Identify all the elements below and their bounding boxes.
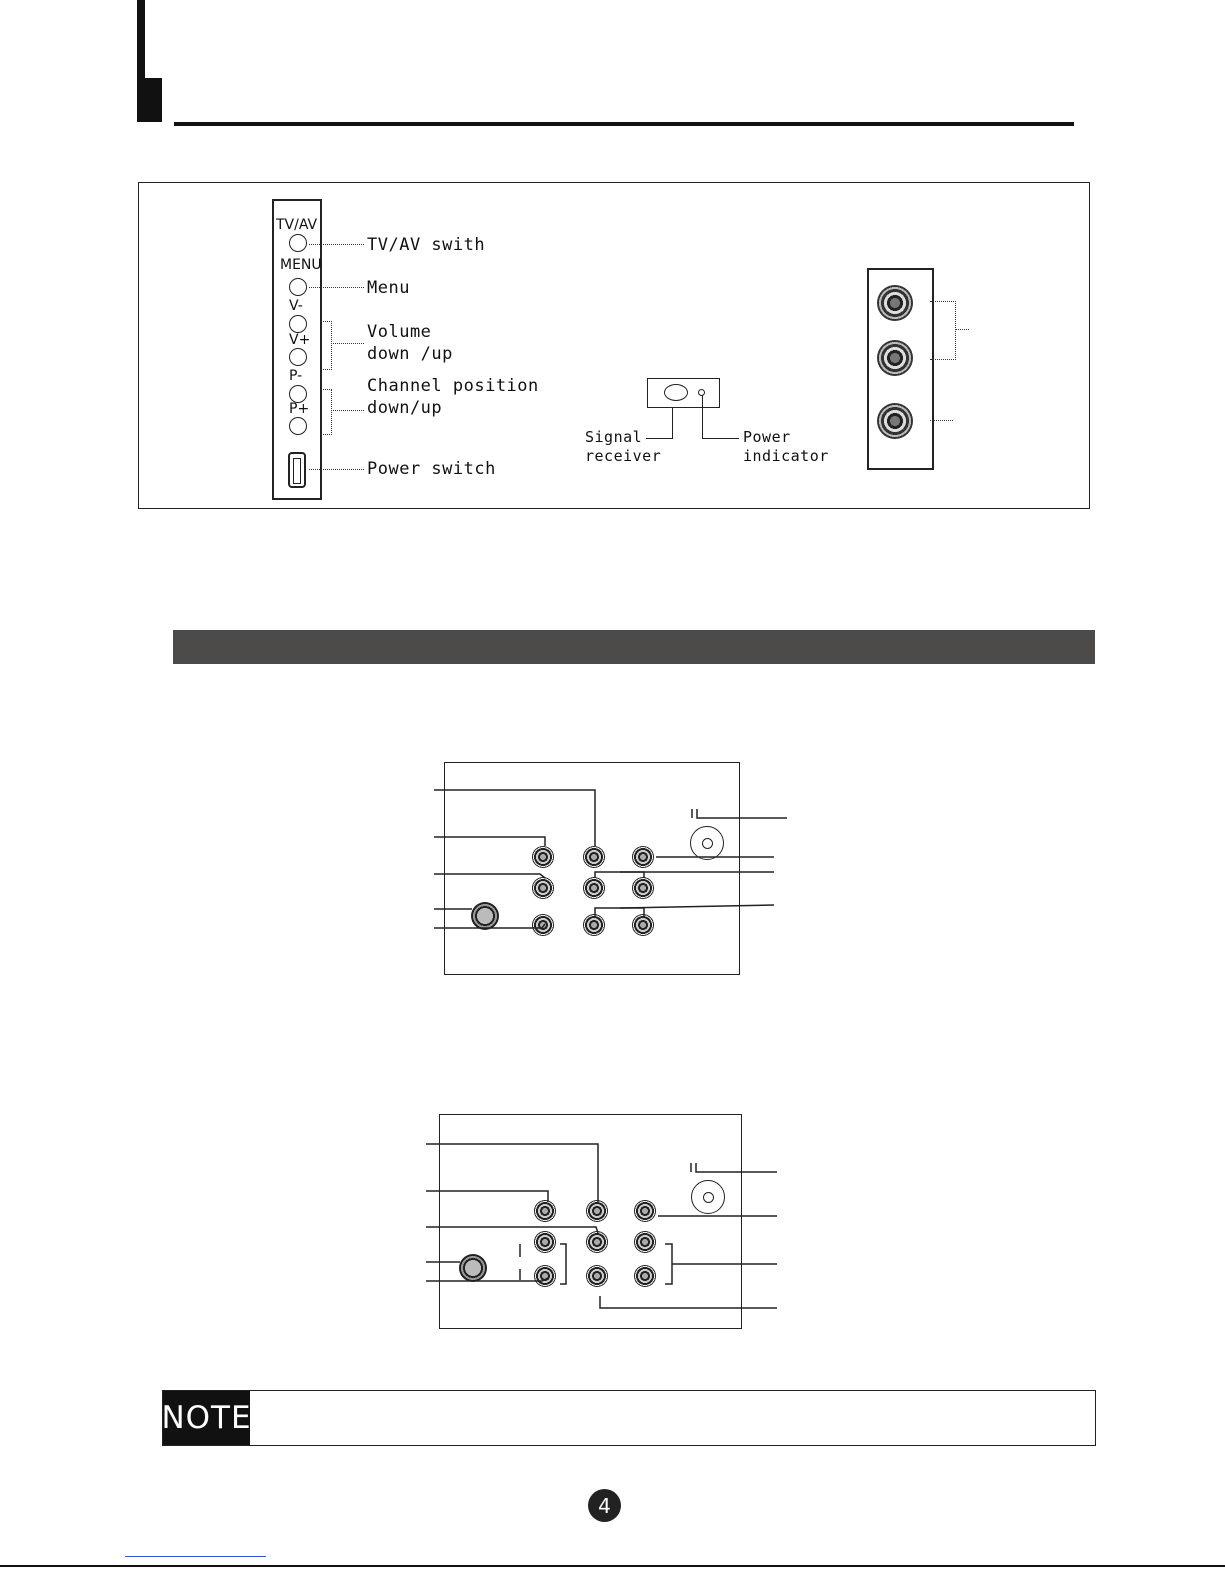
video-jack-icon — [877, 403, 913, 439]
power-switch-label: Power switch — [367, 459, 496, 479]
tv-av-button-icon — [289, 234, 307, 252]
rear-panel-2-leaders — [420, 1130, 800, 1320]
signal-leader — [646, 407, 673, 439]
volume-bracket — [321, 321, 332, 370]
power-indicator-leader — [702, 395, 739, 439]
video-leader — [930, 420, 953, 421]
menu-leader — [309, 287, 364, 288]
tv-av-leader — [309, 244, 364, 245]
power-indicator-label-2: indicator — [743, 447, 829, 465]
menu-caption: MENU — [280, 257, 322, 273]
power-leader — [309, 469, 364, 470]
volume-label-2: down /up — [367, 344, 453, 364]
p-plus-caption: P+ — [289, 401, 310, 417]
v-minus-button-icon — [289, 315, 307, 333]
page-number: 4 — [588, 1489, 621, 1522]
tv-av-label: TV/AV swith — [367, 235, 486, 255]
audio-leader — [955, 329, 969, 330]
note-box — [162, 1390, 1096, 1446]
power-indicator-label: Power — [743, 428, 791, 446]
p-minus-caption: P- — [289, 368, 303, 384]
channel-label: Channel position — [367, 376, 539, 396]
channel-bracket — [321, 389, 332, 435]
footer-link-underline — [125, 1556, 266, 1557]
signal-receiver-label: Signal — [585, 428, 643, 446]
p-plus-button-icon — [289, 417, 307, 435]
section-header-bar — [173, 630, 1095, 664]
v-plus-caption: V+ — [289, 332, 311, 348]
footer-rule — [0, 1565, 1225, 1567]
volume-leader — [333, 343, 364, 344]
header-rule — [174, 122, 1074, 126]
audio-jack-icon — [877, 285, 913, 321]
v-minus-caption: V- — [289, 298, 303, 314]
note-tag: NOTE — [163, 1391, 250, 1445]
tv-av-caption: TV/AV — [276, 217, 318, 233]
audio-jack-icon — [877, 340, 913, 376]
header-tab-block — [137, 78, 162, 122]
ir-receiver-icon — [664, 384, 688, 401]
audio-bracket — [930, 301, 956, 360]
channel-leader — [333, 410, 364, 411]
channel-label-2: down/up — [367, 398, 443, 418]
signal-receiver-label-2: receiver — [585, 447, 662, 465]
menu-button-icon — [289, 278, 307, 296]
volume-label: Volume — [367, 322, 432, 342]
power-switch-icon — [288, 452, 306, 488]
menu-label: Menu — [367, 278, 410, 298]
v-plus-button-icon — [289, 348, 307, 366]
rear-panel-1-leaders — [430, 780, 800, 940]
